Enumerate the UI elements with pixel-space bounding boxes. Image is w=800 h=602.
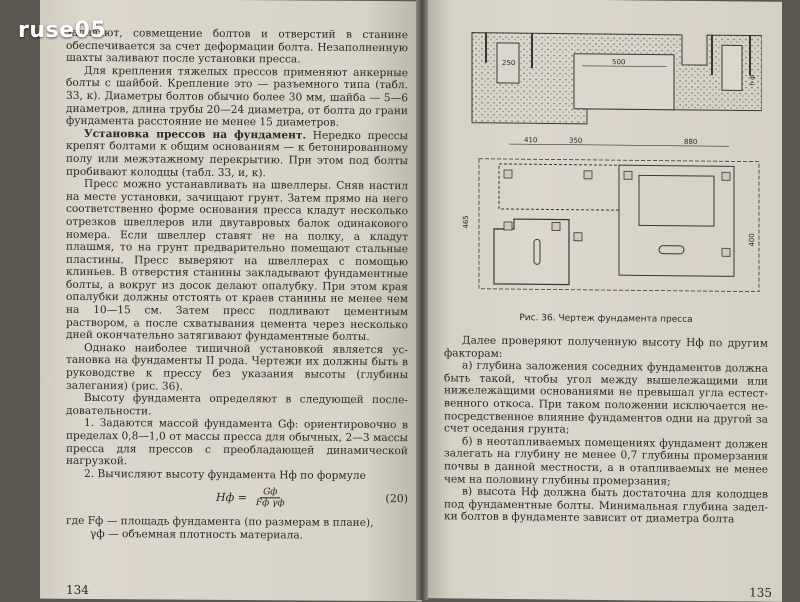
definition-line: γф — объемная плотность материала. [90,528,304,542]
watermark-logo: ruse05 [18,18,107,43]
definition-line: где Fф — площадь фундамента (по размерам в плане), [66,515,374,530]
foundation-section-drawing [462,23,762,131]
section-heading: Установка прессов на фундамент. [84,127,307,142]
formula-row [66,486,408,509]
dim-label: 350 [569,136,583,145]
paragraph: заливают, совмещение болтов и отверстий в станине обеспечивается за счет деформации болта. Незаполненную шахты заливают после установки пресса. [66,26,408,66]
formula-numerator: Gф [260,488,280,499]
left-page [40,0,422,601]
dim-label: h ф [749,74,756,86]
paragraph: 2. Вычисляют высоту фундамента Hф по формуле [84,467,366,482]
paragraph: Далее проверяют полученную высоту Hф по другим факторам: [444,334,768,360]
right-page [422,0,782,602]
formula-denominator: Fф γф [255,498,285,509]
formula-lhs: Hф = [216,491,247,505]
page-number: 135 [749,585,772,600]
paragraph: Однако наиболее типичной установкой является установка на фундаменты II рода. Чертежи их должны быть в руководстве к прессу без указания высоты (глубины залегания) (рис. 36). [66,341,408,393]
section-paragraph [66,128,408,181]
equation-number: (20) [385,492,408,506]
dim-label: 880 [684,137,698,146]
book-spine [416,0,428,600]
formula [216,487,288,508]
paragraph: Для крепления тяжелых прессов применяют анкерные болты с шайбой. Крепление это — разъемного типа (табл. 33, к). Диаметры болтов обычно более 30 мм, шайба — 5—6 диаметров, длина трубы 20—24 диаметра, от болта до грани фундамента расстояние не менее 15 диаметров. [66,64,408,129]
page-number: 134 [66,582,89,598]
paragraph: в) высота Hф должна быть достаточна для колодцев под фундаментные болты. Минимальная глубина заделки болтов в фундаменте зависит от диаметра болта [444,485,768,526]
section-text: Нередко прессы крепят болтами к общим основаниям — к бетонированному полу или межэтажному перекрытию. При этом под болты пробивают колодцы (табл. 33, и, к). [66,129,408,179]
dim-label: 500 [612,58,626,67]
figure-caption: Рис. 36. Чертеж фундамента пресса [519,313,693,325]
foundation-plan-drawing [454,133,774,311]
paragraph: 1. Задаются массой фундамента Gф: ориентировочно в пределах 0,8—1,0 от массы пресса для обычных, 2—3 массы пресса для прессов с преобладающей динамической нагрузкой. [66,417,408,468]
dim-label: 250 [502,58,516,68]
dim-label: 465 [462,215,470,229]
dim-label: 400 [748,233,756,247]
dim-label: 410 [524,136,538,145]
paragraph: б) в неотапливаемых помещениях фундамент должен залегать на глубину не менее 0,7 глубины промерзания почвы в данной местности, а в отапливаемых не менее чем на половину глубины промерзания; [444,435,768,488]
paragraph: а) глубина заложения соседних фундаментов должна быть такой, чтобы угол между вышележащими или нижележащими основаниями не превышал угла естественного откоса. При таком положении исключается непосредственное влияние фундаментов одни на другой за счет оседания грунта; [444,359,768,436]
paragraph: Высоту фундамента определяют в следующей последовательности. [66,392,408,418]
formula-fraction [253,488,288,509]
paragraph: Пресс можно устанавливать на швеллеры. Сняв настил на месте установки, зачищают грунт. Затем прямо на него соответственно форме основания пресса кладут несколько отрезков швеллеров или двутавровых балок одинакового номера. Если швеллер ставят не на полку, а кладут плашмя, то на грунт предварительно помещают стальные пластины. Пресс выверяют на швеллерах с помощью клиньев. В отверстия станины закладывают фундаментные болты, а вокруг из досок делают опалубку. При этом края опалубки должны отстоять от краев станины не менее чем на 10—15 см. Затем пресс подливают цементным раствором, а после схватывания цемента через несколько дней окончательно затягивают фундаментные болты. [66,178,408,344]
